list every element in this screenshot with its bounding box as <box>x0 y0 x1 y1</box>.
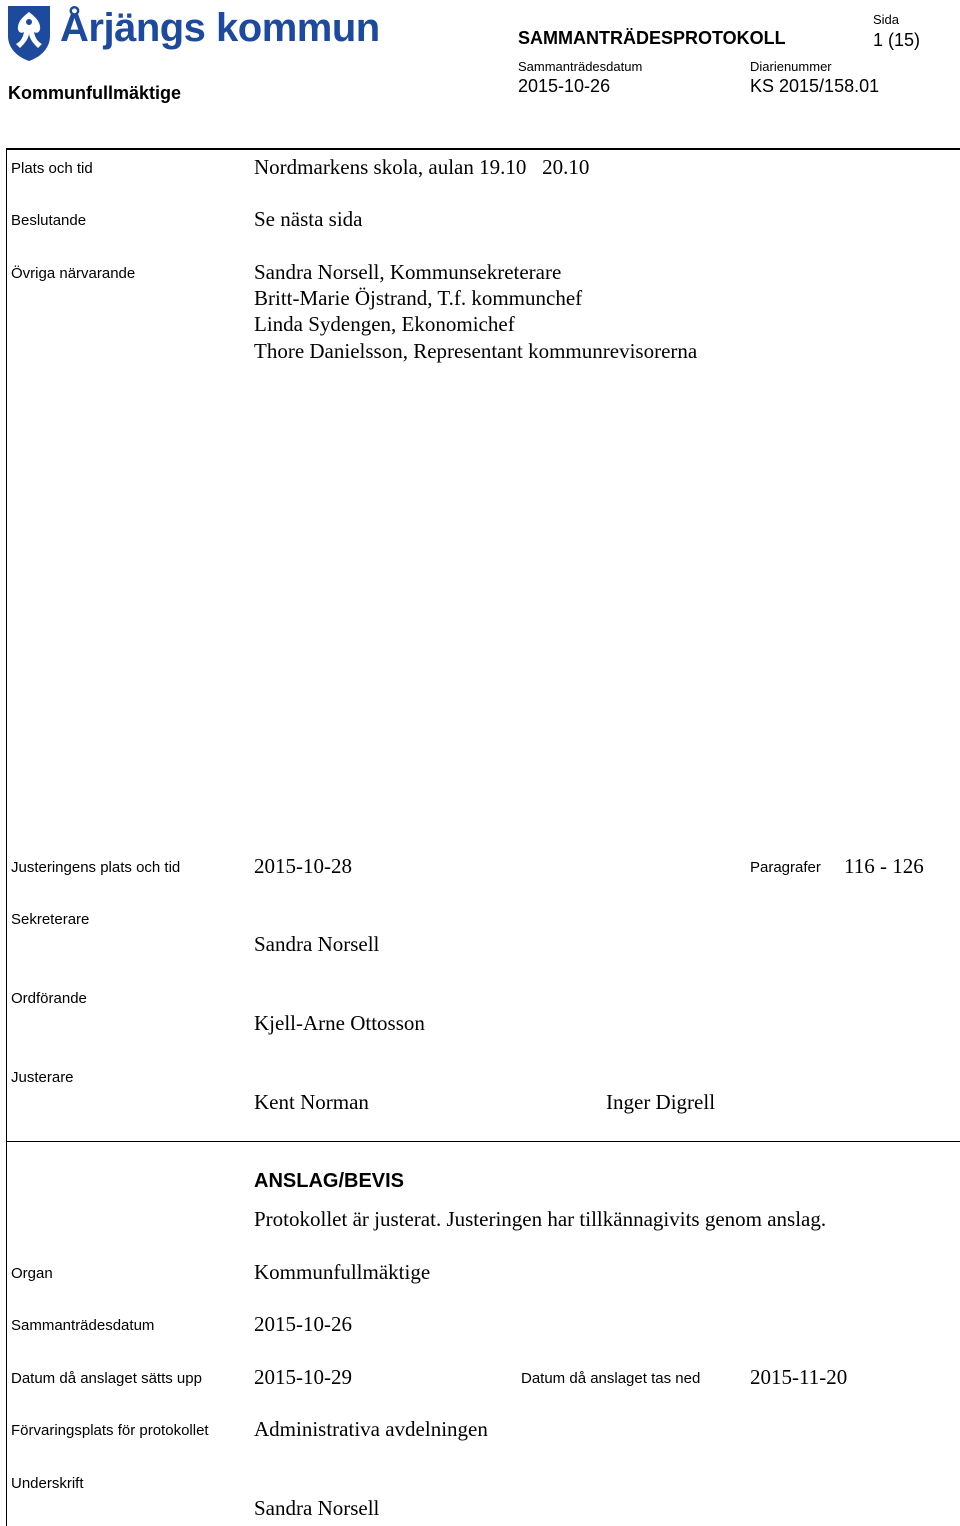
deciding-label: Beslutande <box>11 212 87 229</box>
removed-date-label: Datum då anslaget tas ned <box>521 1370 701 1387</box>
notice-heading: ANSLAG/BEVIS <box>254 1170 405 1192</box>
storage-value: Administrativa avdelningen <box>254 1417 488 1441</box>
place-label: Plats och tid <box>11 160 93 177</box>
adjustment-value: 2015-10-28 <box>254 854 352 878</box>
secretary-label: Sekreterare <box>11 911 90 928</box>
notice-organ-value: Kommunfullmäktige <box>254 1260 431 1284</box>
paragraphs-value: 116 - 126 <box>844 854 924 878</box>
posted-date-label: Datum då anslaget sätts upp <box>11 1370 202 1387</box>
top-rule <box>6 148 960 150</box>
deciding-value: Se nästa sida <box>254 207 363 231</box>
secretary-value: Sandra Norsell <box>254 932 380 956</box>
others-present-item: Linda Sydengen, Ekonomichef <box>254 312 515 336</box>
chair-value: Kjell-Arne Ottosson <box>254 1011 425 1035</box>
signature-label: Underskrift <box>11 1475 84 1492</box>
notice-date-label: Sammanträdesdatum <box>11 1317 155 1334</box>
others-present-item: Thore Danielsson, Representant kommunrevisorerna <box>254 339 698 363</box>
diary-number-label: Diarienummer <box>750 59 832 74</box>
notice-date-value: 2015-10-26 <box>254 1312 352 1336</box>
meeting-date-label: Sammanträdesdatum <box>518 59 643 74</box>
page-number: 1 (15) <box>873 30 921 50</box>
others-present-item: Britt-Marie Öjstrand, T.f. kommunchef <box>254 286 583 310</box>
left-rule <box>6 148 7 1526</box>
meeting-date-value: 2015-10-26 <box>518 76 611 96</box>
section-divider <box>6 1141 960 1142</box>
storage-label: Förvaringsplats för protokollet <box>11 1422 209 1439</box>
chair-label: Ordförande <box>11 990 87 1007</box>
posted-date-value: 2015-10-29 <box>254 1365 352 1389</box>
logo-wordmark: Årjängs kommun <box>60 6 380 50</box>
adjuster-name: Kent Norman <box>254 1090 369 1114</box>
adjustment-label: Justeringens plats och tid <box>11 859 181 876</box>
others-present-label: Övriga närvarande <box>11 265 136 282</box>
notice-text: Protokollet är justerat. Justeringen har tillkännagivits genom anslag. <box>254 1207 827 1231</box>
adjuster-name: Inger Digrell <box>606 1090 716 1114</box>
place-value: Nordmarkens skola, aulan 19.10 20.10 <box>254 155 590 179</box>
document-type: SAMMANTRÄDESPROTOKOLL <box>518 28 786 48</box>
organ-name: Kommunfullmäktige <box>8 83 182 103</box>
adjusters-label: Justerare <box>11 1069 74 1086</box>
diary-number-value: KS 2015/158.01 <box>750 76 880 96</box>
signature-value: Sandra Norsell <box>254 1496 380 1520</box>
notice-organ-label: Organ <box>11 1265 53 1282</box>
coat-of-arms-logo <box>6 4 52 62</box>
others-present-item: Sandra Norsell, Kommunsekreterare <box>254 260 562 284</box>
page-label: Sida <box>873 12 900 27</box>
paragraphs-label: Paragrafer <box>750 859 821 876</box>
removed-date-value: 2015-11-20 <box>750 1365 848 1389</box>
